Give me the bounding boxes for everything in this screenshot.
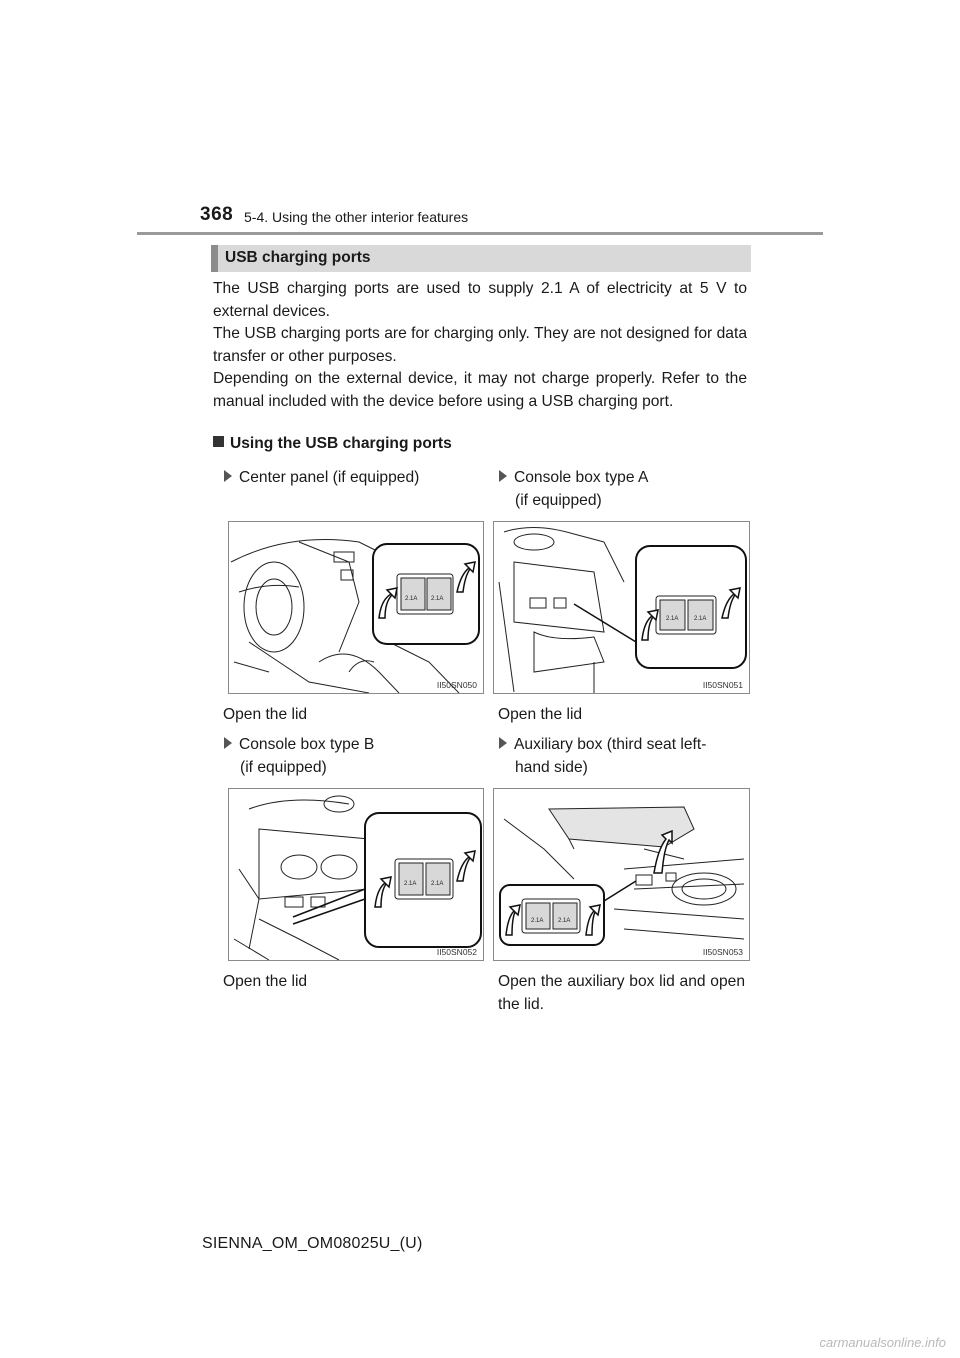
figure-code: II50SN052: [436, 947, 477, 957]
figure-auxiliary-box: [493, 788, 750, 961]
auxiliary-box-illustration: [494, 789, 749, 960]
center-panel-illustration: [229, 522, 483, 693]
paragraph-compatibility: Depending on the external device, it may not charge properly. Refer to the manual included with the device before using a USB charging port.: [213, 370, 747, 410]
figure-caption-center-panel: Open the lid: [223, 706, 308, 723]
figure-caption-console-b: Open the lid: [223, 973, 308, 990]
paragraph-charging-only: The USB charging ports are for charging only. They are not designed for data transfer or other purposes.: [213, 325, 747, 365]
figure-label-text: Center panel (if equipped): [239, 469, 420, 486]
subheading-text: Using the USB charging ports: [230, 435, 452, 452]
figure-label-text: Auxiliary box (third seat left-: [514, 736, 707, 753]
triangle-bullet-icon: [224, 470, 232, 482]
section-title: 5-4. Using the other interior features: [244, 209, 469, 225]
figure-caption-auxiliary-box: Open the auxiliary box lid and open the lid.: [498, 973, 745, 1013]
figure-center-panel: [228, 521, 484, 694]
paragraph-intro: The USB charging ports are used to supply 2.1 A of electricity at 5 V to external devices.: [213, 280, 747, 320]
figure-label-text: Console box type B: [239, 736, 375, 753]
figure-code: II50SN053: [702, 947, 743, 957]
section-heading: USB charging ports: [225, 249, 371, 266]
triangle-bullet-icon: [499, 470, 507, 482]
port-label: 2.1A: [531, 918, 544, 924]
figure-label-auxiliary-box: [499, 733, 745, 779]
figure-label-console-a: [499, 466, 648, 512]
watermark: carmanualsonline.info: [819, 1335, 946, 1350]
console-box-b-illustration: [229, 789, 483, 960]
figure-caption-console-a: Open the lid: [498, 706, 583, 723]
figure-label-console-b: [224, 733, 374, 779]
header-rule: [137, 232, 823, 235]
console-box-a-illustration: [494, 522, 749, 693]
figure-code: II50SN050: [436, 680, 477, 690]
port-label: 2.1A: [666, 616, 679, 622]
figure-label-text-line2: (if equipped): [515, 492, 602, 509]
footer-document-code: SIENNA_OM_OM08025U_(U): [202, 1235, 423, 1252]
figure-code: II50SN051: [702, 680, 743, 690]
triangle-bullet-icon: [499, 737, 507, 749]
figure-label-text-line2: hand side): [515, 759, 588, 776]
port-label: 2.1A: [558, 918, 571, 924]
port-label: 2.1A: [431, 881, 444, 887]
port-label: 2.1A: [404, 881, 417, 887]
figure-console-box-b: [228, 788, 484, 961]
square-bullet-icon: [213, 436, 224, 447]
port-label: 2.1A: [431, 596, 444, 602]
triangle-bullet-icon: [224, 737, 232, 749]
page-number: 368: [200, 204, 234, 225]
figure-label-center-panel: [224, 466, 419, 489]
figure-console-box-a: [493, 521, 750, 694]
port-label: 2.1A: [694, 616, 707, 622]
figure-label-text-line2: (if equipped): [240, 759, 327, 776]
figure-label-text: Console box type A: [514, 469, 649, 486]
subheading: [213, 435, 452, 453]
port-label: 2.1A: [405, 596, 418, 602]
